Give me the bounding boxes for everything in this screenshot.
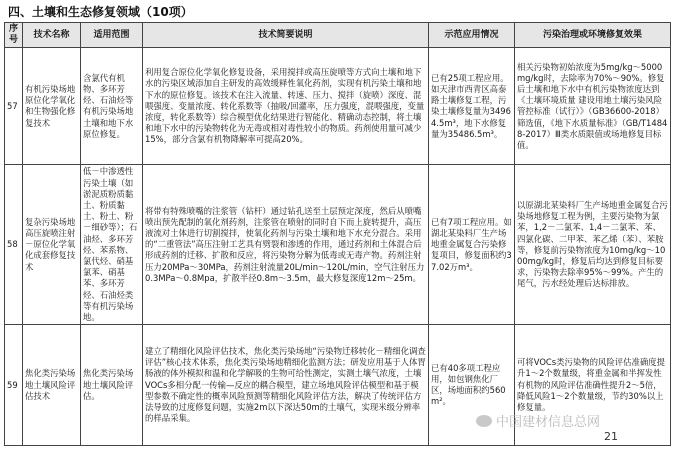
table-row xyxy=(5,48,671,165)
header-desc: 技术简要说明 xyxy=(143,23,429,48)
header-demo: 示范应用情况 xyxy=(429,23,515,48)
row-effect: 以原湖北某染料厂生产场地重金属复合污染场地修复工程为例，主要污染物为氯苯，1,2－二氯苯、1,4－二氯苯、苯、四氯化碳、二甲苯、苯乙烯（苯）、苯胺等，修复前污染物浓度为10mg/kg～1000mg/kg时，修复后均达到修复目标要求，污染物去除率95%～99%。产生的尾气，污水经处理后达标排放。 xyxy=(515,165,671,325)
row-description: 建立了精细化风险评估技术，焦化类污染场地“污染物迁移转化－精细化调查评估”核心技术体系，焦化类污染场地精细化监测方法；研发应用基于人体胃肠液的体外模拟和温和化学解吸的生物可给性测定，实测土壤气浓度，土壤VOCs多相分配一传输—反应的耦合模型，建立场地风险评估模型和基于模型参数不确定性的概率风险预测等精细化风险评估方法，解决了传统评估方法导致的过度修复问题，实施2m以下深达50m的土壤气，实现米级分辨率的样品采集。 xyxy=(143,325,429,446)
row-seq: 59 xyxy=(5,325,23,446)
row-scope: 低－中渗透性污染土壤（如淤泥质粉质黏土、粉质黏土、粉土、粉－细砂等）；石油烃、多环芳烃、苯系物、氯代烃、硝基氯苯、硝基苯、多环芳烃、石油烃类等有机污染场地。 xyxy=(81,165,143,325)
header-name: 技术名称 xyxy=(23,23,81,48)
row-demo: 已有7项工程应用。如湖北某染料厂生产场地重金属复合污染修复项目，修复面积约37.02万m³。 xyxy=(429,165,515,325)
row-tech-name: 有机污染场地原位化学氧化和生物强化修复技术 xyxy=(23,48,81,165)
row-seq: 58 xyxy=(5,165,23,325)
watermark-text: 中国建材信息总网 xyxy=(496,415,601,430)
row-effect: 相关污染物初始浓度为5mg/kg～5000mg/kg时，去除率为70%～90%。修复后土壤和地下水中有机污染物浓度达到《土壤环境质量 建设用地土壤污染风险管控标准（试行）》（GB36600-2018）筛选值，《地下水质量标准》（GB/T14848-2017）Ⅲ类水质限值或场地修复目标值。 xyxy=(515,48,671,165)
row-demo: 已有25项工程应用。如天津市西青区高泰路土壤修复工程，污染土壤修复量为34964.5m³，地下水修复量为35486.5m³。 xyxy=(429,48,515,165)
row-description: 将带有特殊喷嘴的注浆管（钻杆）通过钻孔送至土层预定深度，然后从喷嘴喷出预先配制的氧化剂药剂，注浆管在喷射的同时自下而上旋转提升，高压液流对土体进行切割搅拌，使氧化药剂与污染土壤和地下水充分混合。采用的“二重管法”高压注射工艺具有劈裂和渗透的作用，通过药剂和土体混合后形成药剂的迁移、扩散和反应，将污染物分解为低毒或无毒产物。药剂注射压力20MPa～30MPa，药剂注射流量20L/min～120L/min，空气注射压力0.3MPa～0.8Mpa，扩散半径0.8m～3.5m，最大修复深度12m～25m。 xyxy=(143,165,429,325)
row-tech-name: 复杂污染场地高压旋喷注射－原位化学氧化成套修复技术 xyxy=(23,165,81,325)
row-scope: 含氯代有机物、多环芳烃、石油烃等有机污染场地土壤和地下水原位修复。 xyxy=(81,48,143,165)
table-row xyxy=(5,165,671,325)
header-scope: 适用范围 xyxy=(81,23,143,48)
row-effect: 可将VOCs类污染物的风险评估准确度提升1～2个数量级，将重金属和半挥发性有机物的风险评估准确性提升2～5倍，降低风险1～2个数量级，节约30%以上修复量。 xyxy=(515,325,671,446)
row-demo: 已有40多项工程应用，如包钢焦化厂区，场地面积约560m²。 xyxy=(429,325,515,446)
header-seq: 序号 xyxy=(5,23,23,48)
row-description: 利用复合原位化学氧化修复设备，采用搅拌或高压旋喷等方式向土壤和地下水的污染区域添加自主研发的高效缓释性氧化药剂，实现有机污染土壤和地下水的原位修复。该技术在注入流量、转速、压力、搅拌（旋喷）深度、混喂强度、变量浓度、转化系数等（抽吸/回灌率，压力强度，混喂强度，变量浓度，转化系数等）综合模型优化结果进行智能化、精确动态控制，将土壤和地下水中的污染物转化为无毒或相对毒性较小的物质。药剂使用量可减少15%，部分含氯有机物降解率可提高20%。 xyxy=(143,48,429,165)
table-header-row xyxy=(5,23,671,48)
row-seq: 57 xyxy=(5,48,23,165)
header-effect: 污染治理或环境修复效果 xyxy=(515,23,671,48)
row-scope: 焦化类污染场地土壤风险评估。 xyxy=(81,325,143,446)
row-tech-name: 焦化类污染场地土壤风险评估技术 xyxy=(23,325,81,446)
wechat-logo-icon xyxy=(476,415,492,427)
section-title: 四、土壤和生态修复领域（10项） xyxy=(8,5,193,19)
page-number: 21 xyxy=(604,430,618,443)
watermark xyxy=(476,411,600,430)
technology-table xyxy=(4,22,671,446)
